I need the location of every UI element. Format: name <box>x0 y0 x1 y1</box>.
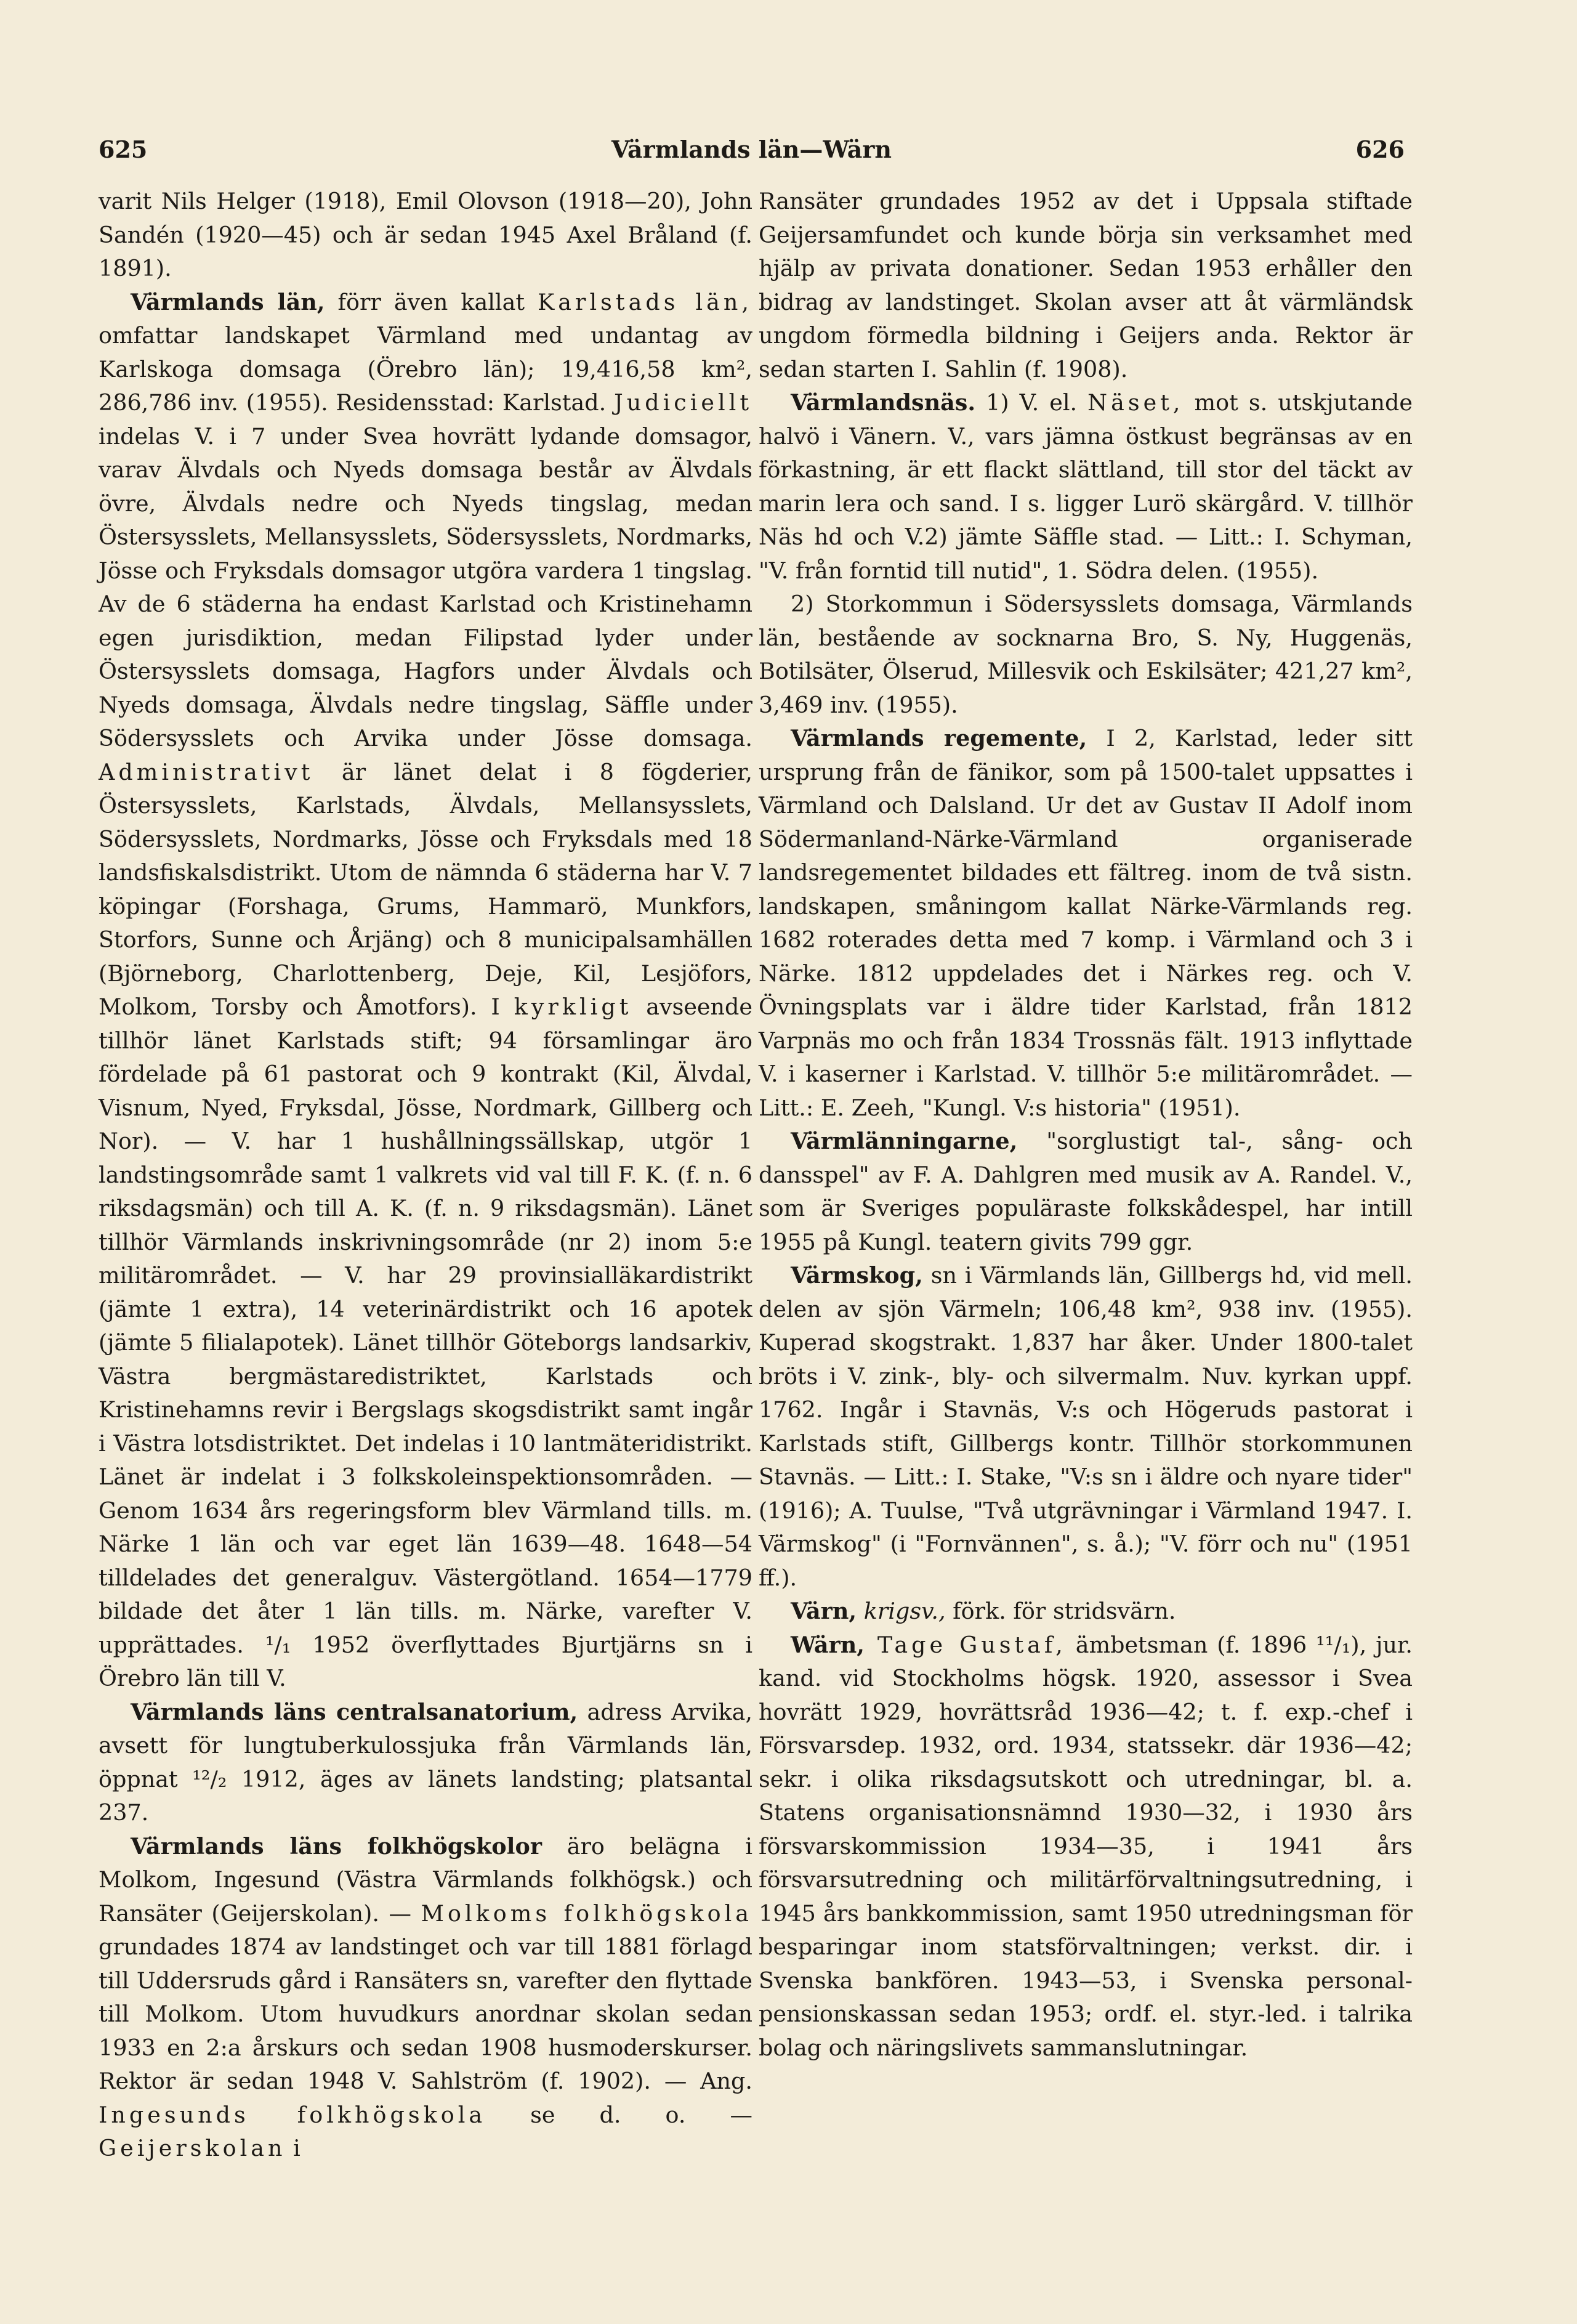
headword: Wärn, <box>791 1631 865 1658</box>
entry-text: se d. o. — <box>486 2101 753 2128</box>
entry-folkhogskolor <box>99 1830 752 2166</box>
entry-varmskog <box>759 1259 1413 1595</box>
entry-text: förr även kallat <box>325 288 538 315</box>
entry-varmlandsnas-2: 2) Storkommun i Södersysslets domsaga, Värmlands län, bestående av socknarna Bro, S. Ny, Huggenäs, Botilsäter, Ölserud, Millesvik och Eskilsäter; 421,27 km², 3,469 inv. (1955). <box>759 591 1413 718</box>
entry-centralsanatorium <box>99 1696 752 1830</box>
entry-text: adress Arvika, avsett för lungtuberkulossjuka från Värmlands län, öppnat ¹²/₂ 1912, äges av länets landsting; platsantal 237. <box>99 1698 752 1826</box>
left-column <box>99 185 752 2166</box>
right-column <box>759 185 1413 2065</box>
spaced-term: kyrkligt <box>514 994 632 1020</box>
headword: Värmlands regemente, <box>791 725 1087 751</box>
entry-varmlandsnas <box>759 386 1413 588</box>
entry-text: I 2, Karlstad, leder sitt ursprung från de fänikor, som på 1500-talet uppsattes i Värmland och Dalsland. Ur det av Gustav II Adolf inom Södermanland-Närke-Värmland organiserade landsregementet bildades ett fältreg. inom de två sistn. landskapen, småningom kallat Närke-Värmlands reg. 1682 roterades detta med 7 komp. i Värmland och 3 i Närke. 1812 uppdelades det i Närkes reg. och V. Övningsplats var i äldre tider Karlstad, från 1812 Varpnäs mo och från 1834 Trossnäs fält. 1913 inflyttade V. i kaserner i Karlstad. V. tillhör 5:e militärområdet. — Litt.: E. Zeeh, "Kungl. V:s historia" (1951). <box>759 725 1413 1121</box>
entry-varmlanningarne <box>759 1125 1413 1259</box>
entry-varmlands-lan <box>99 286 752 1696</box>
entry-text: äro belägna i Molkom, Ingesund (Västra Värmlands folkhögsk.) och Ransäter (Geijerskolan). — <box>99 1832 753 1927</box>
spaced-term: Ingesunds folkhögskola <box>99 2101 486 2128</box>
entry-text: 1) V. el. <box>975 389 1088 416</box>
entry-text: indelas V. i 7 under Svea hovrätt lydande domsagor, varav Älvdals och Nyeds domsaga består av Älvdals övre, Älvdals nedre och Nyeds tingslag, medan Östersysslets, Mellansysslets, Södersysslets, Nordmarks, Jösse och Fryksdals domsagor utgöra vardera 1 tingslag. Av de 6 städerna ha endast Karlstad och Kristinehamn egen jurisdiktion, medan Filipstad lyder under Östersysslets domsaga, Hagfors under Älvdals och Nyeds domsaga, Älvdals nedre tingslag, Säffle under Södersysslets och Arvika under Jösse domsaga. <box>99 423 752 751</box>
spaced-term: Molkoms folkhögskola <box>421 1900 752 1927</box>
spaced-term: Karlstads län, <box>538 288 752 315</box>
entry-text: i <box>286 2135 300 2161</box>
paragraph-continuation: Ransäter grundades 1952 av det i Uppsala stiftade Geijersamfundet och kunde börja sin verksamhet med hjälp av privata donationer. Sedan 1953 erhåller den bidrag av landstinget. Skolan avser att åt värmländsk ungdom förmedla bildning i Geijers anda. Rektor är sedan starten I. Sahlin (f. 1908). <box>759 188 1413 383</box>
page-header <box>99 136 1405 179</box>
running-title: Värmlands län—Wärn <box>611 136 892 163</box>
spaced-term: Judiciellt <box>614 389 752 416</box>
spaced-term: Näset, <box>1087 389 1184 416</box>
entry-text: sn i Värmlands län, Gillbergs hd, vid mell. delen av sjön Värmeln; 106,48 km², 938 inv. (1955). Kuperad skogstrakt. 1,837 har åker. Under 1800-talet bröts i V. zink-, bly- och silvermalm. Nuv. kyrkan uppf. 1762. Ingår i Stavnäs, V:s och Högeruds pastorat i Karlstads stift, Gillbergs kontr. Tillhör storkommunen Stavnäs. — Litt.: I. Stake, "V:s sn i äldre och nyare tider" (1916); A. Tuulse, "Två utgrävningar i Värmland 1947. I. Värmskog" (i "Fornvännen", s. å.); "V. förr och nu" (1951 ff.). <box>759 1262 1413 1591</box>
entry-text: ämbetsman (f. 1896 ¹¹/₁), jur. kand. vid Stockholms högsk. 1920, assessor i Svea hovrätt 1929, hovrättsråd 1936—42; t. f. exp.-chef i Försvarsdep. 1932, ord. 1934, statssekr. där 1936—42; sekr. i olika riksdagsutskott och utredningar, bl. a. Statens organisationsnämnd 1930—32, i 1930 års försvarskommission 1934—35, i 1941 års försvarsutredning och militärförvaltningsutredning, i 1945 års bankkommission, samt 1950 utredningsman för besparingar inom statsförvaltningen; verkst. dir. i Svenska bankfören. 1943—53, i Svenska personal-pensionskassan sedan 1953; ordf. el. styr.-led. i talrika bolag och näringslivets sammanslutningar. <box>759 1631 1413 2061</box>
entry-varn <box>759 1595 1413 1629</box>
entry-varmlands-regemente <box>759 722 1413 1125</box>
entry-text: förk. för stridsvärn. <box>945 1598 1176 1624</box>
italic-term: krigsv., <box>857 1598 946 1624</box>
paragraph-continuation: varit Nils Helger (1918), Emil Olovson (1918—20), John Sandén (1920—45) och är sedan 1945 Axel Bråland (f. 1891). <box>99 188 752 281</box>
spaced-term: Administrativt <box>99 758 314 785</box>
entry-text: är länet delat i 8 fögderier, Östersysslets, Karlstads, Älvdals, Mellansysslets, Södersysslets, Nordmarks, Jösse och Fryksdals med 18 landsfiskalsdistrikt. Utom de nämnda 6 städerna har V. 7 köpingar (Forshaga, Grums, Hammarö, Munkfors, Storfors, Sunne och Årjäng) och 8 municipalsamhällen (Björneborg, Charlottenberg, Deje, Kil, Lesjöfors, Molkom, Torsby och Åmotfors). I <box>99 758 752 1020</box>
headword: Värmlands läns folkhögskolor <box>131 1832 542 1860</box>
entry-warn <box>759 1629 1413 2065</box>
entry-text: omfattar landskapet Värmland med undantag av Karlskoga domsaga (Örebro län); 19,416,58 km², 286,786 inv. (1955). Residensstad: Karlstad. <box>99 322 752 416</box>
page-number-left: 625 <box>99 136 148 163</box>
headword: Värmlandsnäs. <box>791 389 976 416</box>
entry-text: grundades 1874 av landstinget och var till 1881 förlagd till Uddersruds gård i Ransäters sn, varefter den flyttade till Molkom. Utom huvudkurs anordnar skolan sedan 1933 en 2:a årskurs och sedan 1908 husmoderskurser. Rektor är sedan 1948 V. Sahlström (f. 1902). — Ang. <box>99 1933 752 2094</box>
headword: Värmlands län, <box>131 288 325 315</box>
headword: Värmlands läns centralsanatorium, <box>131 1698 578 1725</box>
headword: Värn, <box>791 1598 857 1624</box>
page-number-right: 626 <box>1355 136 1405 163</box>
spaced-term: Geijerskolan <box>99 2135 286 2161</box>
entry-text: mot s. utskjutande halvö i Vänern. V., vars jämna östkust begränsas av en förkastning, är ett flackt slättland, till stor del täckt av marin lera och sand. I s. ligger Lurö skärgård. V. tillhör Näs hd och V.2) jämte Säffle stad. — Litt.: I. Schyman, "V. från forntid till nutid", 1. Södra delen. (1955). <box>759 389 1413 584</box>
headword: Värmlänningarne, <box>791 1128 1018 1154</box>
spaced-term: Tage Gustaf, <box>864 1631 1067 1658</box>
entry-text: avseende tillhör länet Karlstads stift; 94 församlingar äro fördelade på 61 pastorat och 9 kontrakt (Kil, Älvdal, Visnum, Nyed, Fryksdal, Jösse, Nordmark, Gillberg och Nor). — V. har 1 hushållningssällskap, utgör 1 landstingsområde samt 1 valkrets vid val till F. K. (f. n. 6 riksdagsmän) och till A. K. (f. n. 9 riksdagsmän). Länet tillhör Värmlands inskrivningsområde (nr 2) inom 5:e militärområdet. — V. har 29 provinsialläkardistrikt (jämte 1 extra), 14 veterinärdistrikt och 16 apotek (jämte 5 filialapotek). Länet tillhör Göteborgs landsarkiv, Västra bergmästaredistriktet, Karlstads och Kristinehamns revir i Bergslags skogsdistrikt samt ingår i Västra lotsdistriktet. Det indelas i 10 lantmäteridistrikt. Länet är indelat i 3 folkskoleinspektionsområden. — Genom 1634 års regeringsform blev Värmland tills. m. Närke 1 län och var eget län 1639—48. 1648—54 tilldelades det generalguv. Västergötland. 1654—1779 bildade det åter 1 län tills. m. Närke, varefter V. upprättades. ¹/₁ 1952 överflyttades Bjurtjärns sn i Örebro län till V. <box>99 994 753 1691</box>
headword: Värmskog, <box>791 1262 923 1289</box>
entry-text: "sorglustigt tal-, sång- och dansspel" av F. A. Dahlgren med musik av A. Randel. V., som är Sveriges populäraste folkskådespel, har intill 1955 på Kungl. teatern givits 799 ggr. <box>759 1128 1413 1255</box>
